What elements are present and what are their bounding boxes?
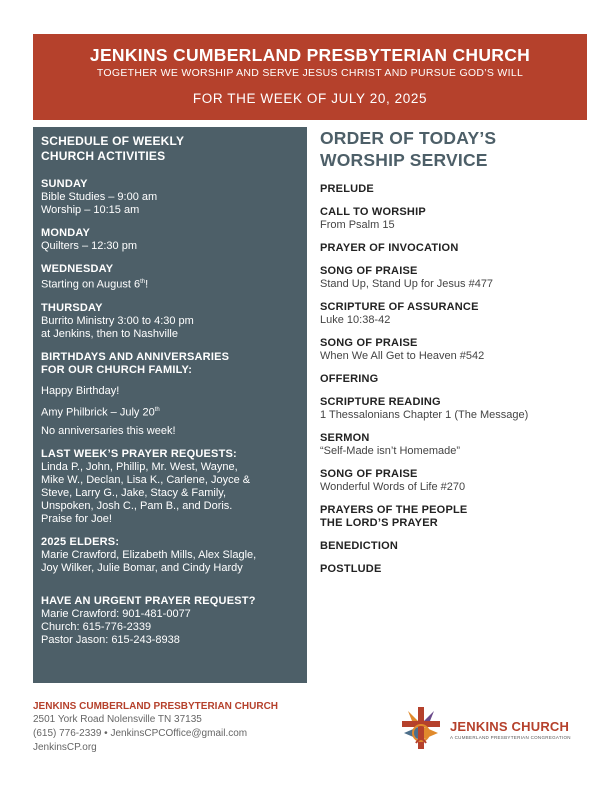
footer-contact-line: (615) 776-2339 • JenkinsCPCOffice@gmail.com [33, 728, 248, 739]
elders-section: 2025 ELDERS: Marie Crawford, Elizabeth Mills, Alex Slagle, Joy Wilker, Julie Bomar, and Cindy Hardy [41, 536, 257, 575]
service-item: SERMON “Self-Made isn’t Homemade” [320, 432, 460, 457]
footer-address: 2501 York Road Nolensville TN 37135 [33, 714, 202, 725]
service-item: PRAYERS OF THE PEOPLE THE LORD’S PRAYER [320, 504, 468, 529]
service-item: OFFERING [320, 373, 379, 385]
footer-contact [33, 700, 323, 755]
church-logo [398, 705, 588, 750]
wednesday-section: WEDNESDAY Starting on August 6th! [41, 263, 149, 291]
footer-church-name: JENKINS CUMBERLAND PRESBYTERIAN CHURCH [33, 701, 279, 712]
cross-flame-icon [398, 705, 444, 751]
header-banner [33, 34, 587, 120]
prayer-requests-section: LAST WEEK’S PRAYER REQUESTS: Linda P., John, Phillip, Mr. West, Wayne, Mike W., Declan, Lisa K., Carlene, Joyce & Steve, Larry G., Jake, Stacy & Family, Unspoken, Josh C., Pam B., and Doris. Praise for Joe! [41, 448, 251, 526]
service-item: BENEDICTION [320, 540, 398, 552]
urgent-prayer-section: HAVE AN URGENT PRAYER REQUEST? Marie Crawford: 901-481-0077 Church: 615-776-2339 Pastor Jason: 615-243-8938 [41, 595, 256, 647]
footer-website: JenkinsCP.org [33, 742, 97, 753]
church-name: JENKINS CUMBERLAND PRESBYTERIAN CHURCH [89, 45, 531, 65]
order-of-worship [320, 127, 590, 586]
service-item: SCRIPTURE OF ASSURANCE Luke 10:38-42 [320, 301, 479, 326]
week-date: FOR THE WEEK OF JULY 20, 2025 [192, 91, 428, 106]
service-item: SONG OF PRAISE Wonderful Words of Life #270 [320, 468, 466, 493]
logo-name: JENKINS CHURCH [450, 719, 570, 734]
schedule-panel [33, 127, 307, 683]
church-motto: TOGETHER WE WORSHIP AND SERVE JESUS CHRIST AND PURSUE GOD’S WILL [96, 67, 524, 79]
sunday-section: SUNDAY Bible Studies – 9:00 am Worship – 10:15 am [41, 178, 158, 216]
birthdays-section: BIRTHDAYS AND ANNIVERSARIES FOR OUR CHURCH FAMILY: Happy Birthday! Amy Philbrick – July 20th No anniversaries this week! [41, 350, 230, 438]
service-item: SONG OF PRAISE Stand Up, Stand Up for Jesus #477 [320, 265, 494, 290]
service-item: POSTLUDE [320, 563, 382, 575]
schedule-heading: SCHEDULE OF WEEKLY CHURCH ACTIVITIES [41, 134, 185, 163]
service-item: CALL TO WORSHIP From Psalm 15 [320, 206, 426, 231]
service-item: SONG OF PRAISE When We All Get to Heaven #542 [320, 337, 485, 362]
monday-section: MONDAY Quilters – 12:30 pm [41, 227, 137, 252]
logo-tagline: A CUMBERLAND PRESBYTERIAN CONGREGATION [450, 735, 571, 740]
service-item: SCRIPTURE READING 1 Thessalonians Chapter 1 (The Message) [320, 396, 529, 421]
service-item: PRELUDE [320, 183, 374, 195]
service-item: PRAYER OF INVOCATION [320, 242, 459, 254]
thursday-section: THURSDAY Burrito Ministry 3:00 to 4:30 pm at Jenkins, then to Nashville [41, 301, 194, 340]
order-heading: ORDER OF TODAY’S WORSHIP SERVICE [320, 128, 497, 170]
